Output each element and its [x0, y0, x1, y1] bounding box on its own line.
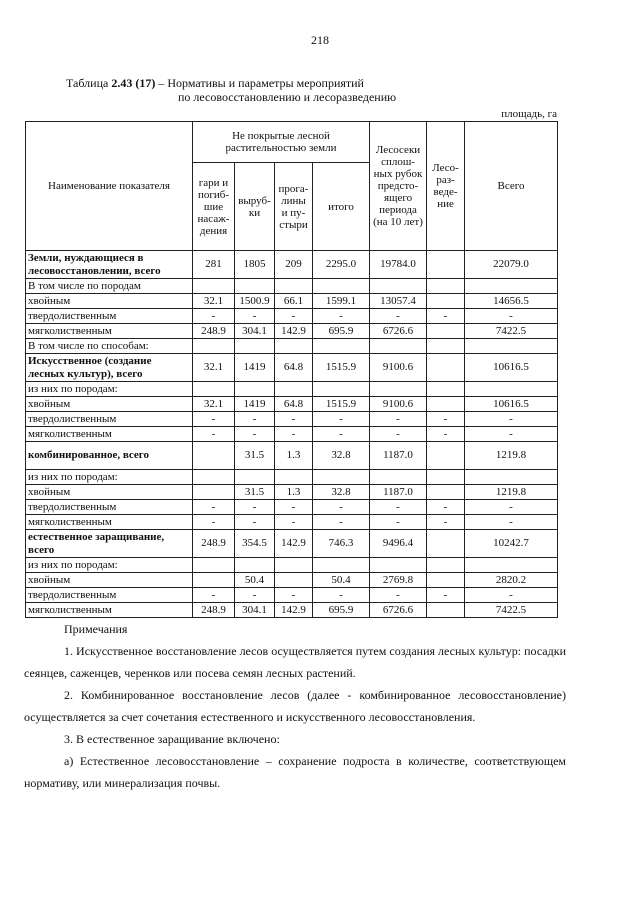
value-cell: 32.1: [193, 294, 235, 309]
value-cell: -: [427, 515, 465, 530]
value-cell: 281: [193, 251, 235, 279]
row-label: твердолиственным: [26, 412, 193, 427]
value-cell: [193, 485, 235, 500]
empty-cell: [275, 470, 313, 485]
value-cell: -: [427, 588, 465, 603]
value-cell: -: [370, 412, 427, 427]
table-row: [26, 339, 558, 354]
note-1: 1. Искусственное восстановление лесов осуществляется путем создания лесных культур: посадки сеянцев, саженцев, черенков или посева семян лесных растений.: [24, 644, 566, 680]
caption-text: – Нормативы и параметры мероприятий: [155, 76, 364, 90]
table-row: [26, 294, 558, 309]
value-cell: 66.1: [275, 294, 313, 309]
table-row: [26, 382, 558, 397]
table-row: [26, 427, 558, 442]
value-cell: 9100.6: [370, 397, 427, 412]
table-row: [26, 485, 558, 500]
value-cell: 1.3: [275, 485, 313, 500]
row-label: твердолиственным: [26, 500, 193, 515]
caption-prefix: Таблица: [66, 76, 112, 90]
value-cell: 9100.6: [370, 354, 427, 382]
empty-cell: [313, 279, 370, 294]
empty-cell: [193, 382, 235, 397]
value-cell: -: [275, 412, 313, 427]
row-label: мягколиственным: [26, 603, 193, 618]
value-cell: [427, 442, 465, 470]
table-row: [26, 500, 558, 515]
value-cell: [193, 442, 235, 470]
empty-cell: [235, 382, 275, 397]
value-cell: [427, 397, 465, 412]
empty-cell: [427, 339, 465, 354]
value-cell: 142.9: [275, 603, 313, 618]
table-row: [26, 530, 558, 558]
header-uncovered-group: Не покрытые лесной растительностью земли: [193, 122, 370, 163]
row-label: из них по породам:: [26, 382, 193, 397]
value-cell: 2820.2: [465, 573, 558, 588]
value-cell: 10242.7: [465, 530, 558, 558]
table-row: [26, 309, 558, 324]
empty-cell: [275, 279, 313, 294]
table-row: [26, 279, 558, 294]
value-cell: -: [370, 427, 427, 442]
empty-cell: [427, 470, 465, 485]
value-cell: -: [235, 588, 275, 603]
header-burns: гари и погиб-шие насаж-дения: [193, 163, 235, 251]
value-cell: 209: [275, 251, 313, 279]
value-cell: -: [465, 500, 558, 515]
empty-cell: [235, 279, 275, 294]
table-row: [26, 412, 558, 427]
value-cell: -: [235, 500, 275, 515]
table-row: [26, 588, 558, 603]
value-cell: 10616.5: [465, 354, 558, 382]
empty-cell: [193, 558, 235, 573]
value-cell: -: [370, 515, 427, 530]
value-cell: [427, 324, 465, 339]
value-cell: -: [193, 309, 235, 324]
row-label: мягколиственным: [26, 515, 193, 530]
value-cell: -: [193, 412, 235, 427]
value-cell: [193, 573, 235, 588]
value-cell: 304.1: [235, 324, 275, 339]
row-label: твердолиственным: [26, 309, 193, 324]
value-cell: -: [465, 515, 558, 530]
value-cell: 32.1: [193, 397, 235, 412]
value-cell: 1805: [235, 251, 275, 279]
value-cell: 1419: [235, 354, 275, 382]
row-label: хвойным: [26, 573, 193, 588]
value-cell: 1515.9: [313, 397, 370, 412]
row-label: твердолиственным: [26, 588, 193, 603]
value-cell: 1500.9: [235, 294, 275, 309]
row-label: комбинированное, всего: [26, 442, 193, 470]
value-cell: 7422.5: [465, 324, 558, 339]
value-cell: -: [313, 500, 370, 515]
value-cell: [427, 485, 465, 500]
empty-cell: [465, 382, 558, 397]
value-cell: 354.5: [235, 530, 275, 558]
value-cell: 32.8: [313, 485, 370, 500]
value-cell: -: [370, 309, 427, 324]
header-total: итого: [313, 163, 370, 251]
value-cell: -: [275, 515, 313, 530]
value-cell: -: [193, 515, 235, 530]
empty-cell: [193, 279, 235, 294]
value-cell: -: [235, 412, 275, 427]
table-body: [26, 251, 558, 618]
row-label: Искусственное (создание лесных культур), всего: [26, 354, 193, 382]
value-cell: 746.3: [313, 530, 370, 558]
empty-cell: [275, 382, 313, 397]
empty-cell: [235, 339, 275, 354]
row-label: мягколиственным: [26, 427, 193, 442]
note-4: а) Естественное лесовосстановление – сохранение подроста в количестве, соответствующем нормативу, или минерализация почвы.: [24, 754, 566, 790]
row-label: хвойным: [26, 397, 193, 412]
value-cell: 1187.0: [370, 485, 427, 500]
value-cell: -: [370, 588, 427, 603]
header-name: Наименование показателя: [26, 122, 193, 251]
value-cell: 1.3: [275, 442, 313, 470]
table-caption: [66, 76, 396, 104]
value-cell: 13057.4: [370, 294, 427, 309]
table-row: [26, 515, 558, 530]
value-cell: [427, 354, 465, 382]
value-cell: 1219.8: [465, 485, 558, 500]
empty-cell: [465, 558, 558, 573]
header-all: Всего: [465, 122, 558, 251]
value-cell: [427, 603, 465, 618]
header-clearcuts: Лесосеки сплош-ных рубок предсто-ящего периода (на 10 лет): [370, 122, 427, 251]
value-cell: 31.5: [235, 442, 275, 470]
value-cell: -: [465, 412, 558, 427]
table-row: [26, 251, 558, 279]
value-cell: 14656.5: [465, 294, 558, 309]
empty-cell: [275, 558, 313, 573]
page-number: 218: [311, 33, 329, 47]
value-cell: 2295.0: [313, 251, 370, 279]
value-cell: 1187.0: [370, 442, 427, 470]
value-cell: -: [275, 309, 313, 324]
value-cell: 9496.4: [370, 530, 427, 558]
empty-cell: [427, 279, 465, 294]
empty-cell: [465, 279, 558, 294]
caption-number: 2.43 (17): [111, 76, 156, 90]
value-cell: -: [427, 427, 465, 442]
value-cell: 248.9: [193, 324, 235, 339]
empty-cell: [370, 382, 427, 397]
value-cell: -: [235, 309, 275, 324]
table-row: [26, 324, 558, 339]
value-cell: -: [465, 309, 558, 324]
value-cell: -: [313, 588, 370, 603]
table-row: [26, 397, 558, 412]
empty-cell: [313, 558, 370, 573]
header-cuts: выруб-ки: [235, 163, 275, 251]
value-cell: 6726.6: [370, 603, 427, 618]
header-glades: прога-лины и пу-стыри: [275, 163, 313, 251]
empty-cell: [313, 382, 370, 397]
value-cell: -: [313, 309, 370, 324]
empty-cell: [370, 470, 427, 485]
value-cell: [427, 530, 465, 558]
row-label: хвойным: [26, 485, 193, 500]
value-cell: 695.9: [313, 603, 370, 618]
unit-label: площадь, га: [501, 108, 557, 120]
empty-cell: [370, 558, 427, 573]
value-cell: 50.4: [235, 573, 275, 588]
value-cell: -: [370, 500, 427, 515]
table-row: [26, 470, 558, 485]
value-cell: [427, 294, 465, 309]
empty-cell: [235, 558, 275, 573]
value-cell: -: [427, 500, 465, 515]
empty-cell: [370, 339, 427, 354]
value-cell: 142.9: [275, 324, 313, 339]
empty-cell: [235, 470, 275, 485]
value-cell: -: [465, 427, 558, 442]
empty-cell: [427, 382, 465, 397]
value-cell: 1515.9: [313, 354, 370, 382]
value-cell: 2769.8: [370, 573, 427, 588]
value-cell: -: [465, 588, 558, 603]
value-cell: 142.9: [275, 530, 313, 558]
header-afforestation: Лесо-раз-веде-ние: [427, 122, 465, 251]
norms-table: [25, 121, 558, 618]
value-cell: -: [427, 412, 465, 427]
value-cell: -: [313, 427, 370, 442]
empty-cell: [193, 339, 235, 354]
table-row: [26, 558, 558, 573]
value-cell: -: [427, 309, 465, 324]
value-cell: 1219.8: [465, 442, 558, 470]
row-label: В том числе по способам:: [26, 339, 193, 354]
value-cell: 304.1: [235, 603, 275, 618]
value-cell: -: [193, 427, 235, 442]
value-cell: 31.5: [235, 485, 275, 500]
notes-title: Примечания: [64, 622, 128, 636]
value-cell: 1419: [235, 397, 275, 412]
table-row: [26, 442, 558, 470]
value-cell: -: [313, 412, 370, 427]
value-cell: 10616.5: [465, 397, 558, 412]
empty-cell: [275, 339, 313, 354]
value-cell: -: [193, 588, 235, 603]
note-2: 2. Комбинированное восстановление лесов (далее - комбинированное лесовосстановление) осуществляется за счет сочетания естественного и искусственного лесовосстановления.: [24, 688, 566, 724]
note-3: 3. В естественное заращивание включено:: [64, 732, 280, 746]
row-label: из них по породам:: [26, 558, 193, 573]
value-cell: 19784.0: [370, 251, 427, 279]
value-cell: 64.8: [275, 354, 313, 382]
row-label: Земли, нуждающиеся в лесовосстановлении, всего: [26, 251, 193, 279]
row-label: мягколиственным: [26, 324, 193, 339]
empty-cell: [465, 470, 558, 485]
empty-cell: [465, 339, 558, 354]
empty-cell: [313, 470, 370, 485]
value-cell: -: [275, 427, 313, 442]
value-cell: -: [275, 588, 313, 603]
row-label: В том числе по породам: [26, 279, 193, 294]
caption-line2: по лесовосстановлению и лесоразведению: [178, 90, 397, 104]
value-cell: 248.9: [193, 603, 235, 618]
value-cell: 248.9: [193, 530, 235, 558]
value-cell: 1599.1: [313, 294, 370, 309]
empty-cell: [370, 279, 427, 294]
value-cell: 64.8: [275, 397, 313, 412]
value-cell: [275, 573, 313, 588]
value-cell: 7422.5: [465, 603, 558, 618]
value-cell: -: [193, 500, 235, 515]
value-cell: 32.8: [313, 442, 370, 470]
empty-cell: [193, 470, 235, 485]
value-cell: 32.1: [193, 354, 235, 382]
table-row: [26, 573, 558, 588]
table-row: [26, 354, 558, 382]
value-cell: 6726.6: [370, 324, 427, 339]
value-cell: -: [313, 515, 370, 530]
empty-cell: [427, 558, 465, 573]
table-row: [26, 603, 558, 618]
row-label: хвойным: [26, 294, 193, 309]
row-label: естественное заращивание, всего: [26, 530, 193, 558]
value-cell: -: [235, 427, 275, 442]
value-cell: [427, 251, 465, 279]
value-cell: [427, 573, 465, 588]
value-cell: 22079.0: [465, 251, 558, 279]
value-cell: 695.9: [313, 324, 370, 339]
value-cell: -: [275, 500, 313, 515]
value-cell: -: [235, 515, 275, 530]
value-cell: 50.4: [313, 573, 370, 588]
row-label: из них по породам:: [26, 470, 193, 485]
empty-cell: [313, 339, 370, 354]
